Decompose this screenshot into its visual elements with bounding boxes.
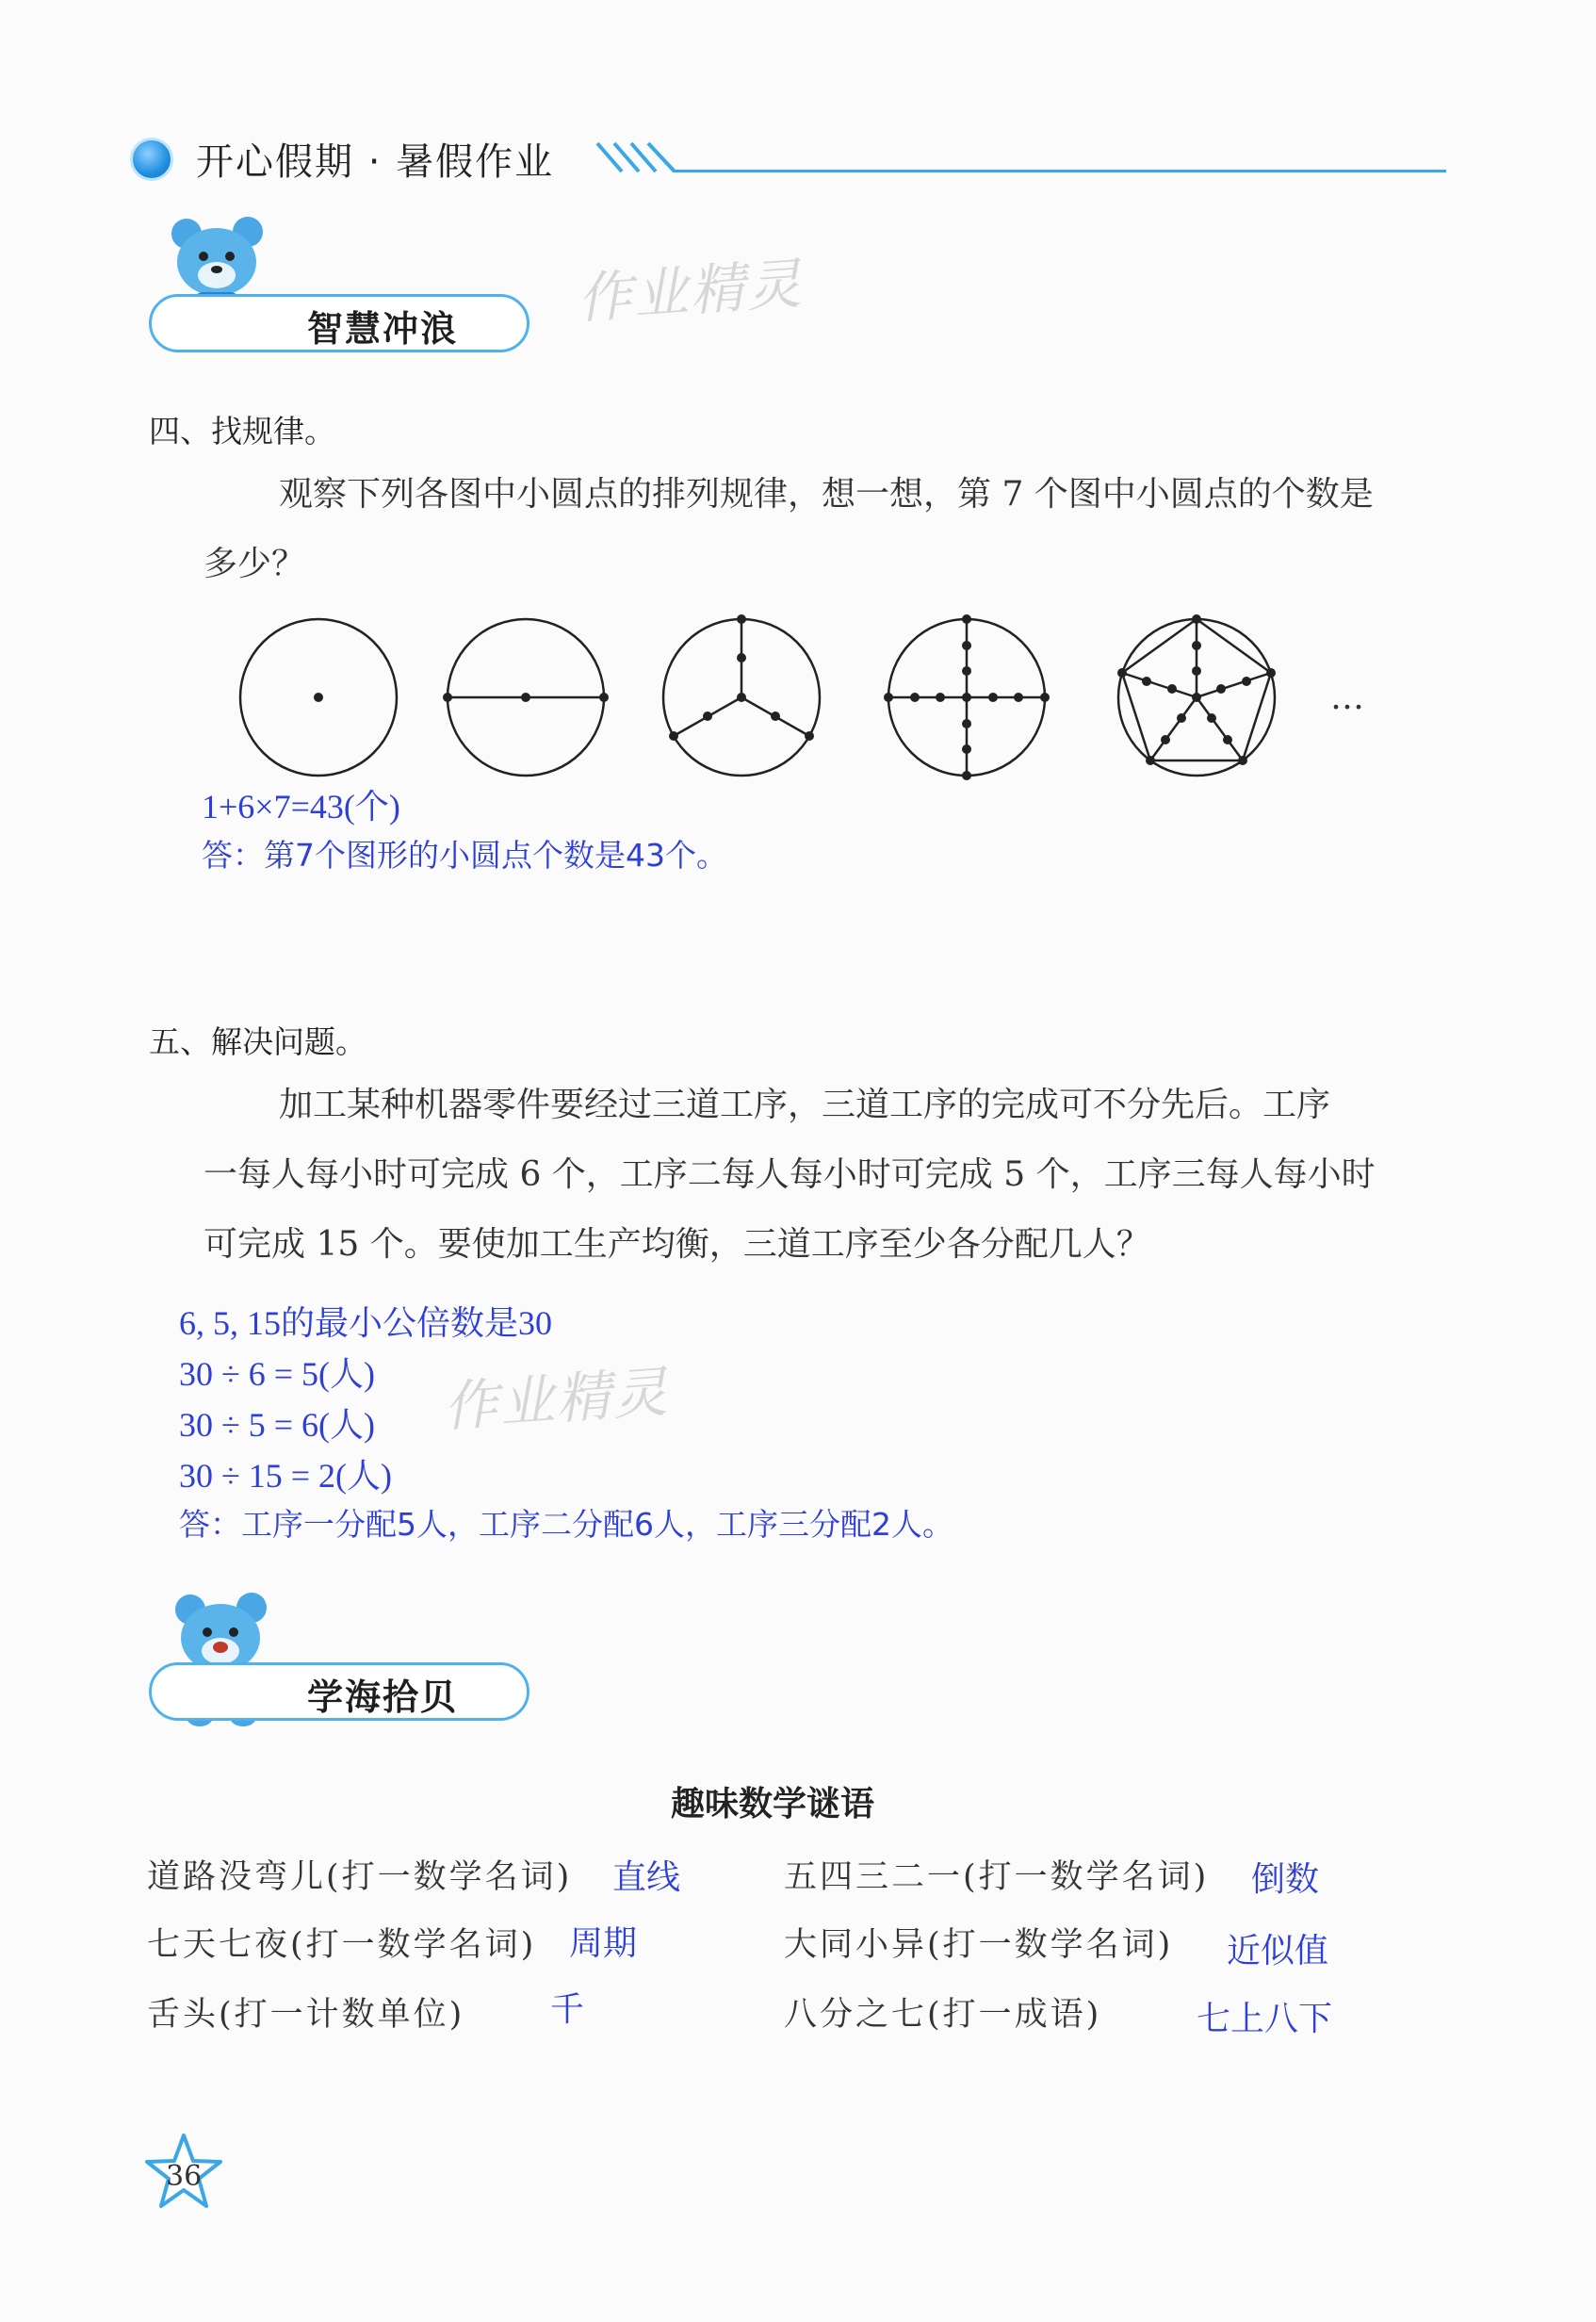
figure-4-dot bbox=[962, 719, 971, 728]
figure-5-dot bbox=[1146, 756, 1155, 765]
riddle-question: 大同小异(打一数学名词) bbox=[784, 1926, 1174, 1964]
figure-5-dot bbox=[1161, 735, 1170, 744]
figure-2-dot bbox=[521, 693, 530, 702]
figure-3-dot bbox=[737, 614, 746, 624]
figure-4-dot bbox=[1040, 693, 1050, 702]
figure-5-dot bbox=[1192, 641, 1201, 650]
figure-4-dot bbox=[910, 693, 920, 702]
figure-5-dot bbox=[1216, 684, 1226, 694]
figure-4-dot bbox=[962, 614, 971, 624]
section-banner-zhihui-label: 智慧冲浪 bbox=[307, 308, 459, 350]
header-title: 开心假期 · 暑假作业 bbox=[196, 140, 555, 184]
problem5-answer-line: 6, 5, 15的最小公倍数是30 bbox=[179, 1304, 553, 1342]
problem4-answer-line2: 答：第7个图形的小圆点个数是43个。 bbox=[202, 837, 727, 874]
figure-5-dot bbox=[1192, 666, 1201, 676]
header-bullet-icon bbox=[130, 138, 173, 181]
riddle-question: 七天七夜(打一数学名词) bbox=[147, 1926, 537, 1964]
riddle-answer: 倒数 bbox=[1251, 1860, 1320, 1899]
figure-4-dot bbox=[962, 693, 971, 702]
figure-4-dot bbox=[988, 693, 998, 702]
riddles-heading: 趣味数学谜语 bbox=[671, 1785, 875, 1823]
figure-5-dot bbox=[1242, 677, 1251, 686]
figure-4-dot bbox=[962, 641, 971, 650]
riddle-question: 舌头(打一计数单位) bbox=[147, 1996, 465, 2034]
figure-4-dot bbox=[1014, 693, 1023, 702]
figure-2-dot bbox=[599, 693, 609, 702]
figure-3-dot bbox=[737, 693, 746, 702]
problem4-text-line1: 观察下列各图中小圆点的排列规律，想一想，第 7 个图中小圆点的个数是 bbox=[279, 475, 1374, 514]
section-banner-xuehai-label: 学海拾贝 bbox=[307, 1676, 459, 1718]
problem5-text-line3: 可完成 15 个。要使加工生产均衡，三道工序至少各分配几人？ bbox=[204, 1225, 1150, 1264]
riddle-answer: 周期 bbox=[569, 1924, 638, 1963]
figure-4-dot bbox=[962, 771, 971, 780]
watermark: 作业精灵 bbox=[441, 1359, 672, 1440]
figure-3-dot bbox=[771, 711, 780, 721]
riddle-answer: 近似值 bbox=[1227, 1932, 1329, 1970]
problem5-answer-line: 30 ÷ 15 = 2(人) bbox=[179, 1457, 393, 1495]
problem4-title: 四、找规律。 bbox=[149, 413, 335, 450]
riddle-answer: 千 bbox=[550, 1990, 585, 2029]
figure-5-dot bbox=[1192, 614, 1201, 624]
problem4-text-line2: 多少？ bbox=[204, 545, 306, 583]
figure-5-dot bbox=[1238, 756, 1247, 765]
figure-4-dot bbox=[936, 693, 945, 702]
figures-ellipsis: … bbox=[1330, 679, 1364, 717]
problem5-text-line1: 加工某种机器零件要经过三道工序，三道工序的完成可不分先后。工序 bbox=[279, 1086, 1331, 1124]
figure-4-dot bbox=[962, 744, 971, 754]
figure-3-dot bbox=[805, 731, 814, 741]
problem5-title: 五、解决问题。 bbox=[149, 1023, 366, 1060]
riddle-question: 道路没弯儿(打一数学名词) bbox=[147, 1858, 573, 1896]
figure-5-dot bbox=[1142, 677, 1151, 686]
figure-5-dot bbox=[1192, 693, 1201, 702]
watermark: 作业精灵 bbox=[575, 251, 806, 332]
header-rule bbox=[674, 170, 1446, 172]
riddle-question: 八分之七(打一成语) bbox=[784, 1996, 1102, 2034]
problem4-answer-line1: 1+6×7=43(个) bbox=[202, 788, 400, 826]
figure-5-dot bbox=[1177, 713, 1186, 723]
figure-5-dot bbox=[1167, 684, 1177, 694]
header-slash-icon bbox=[594, 139, 678, 177]
problem5-answer-line: 30 ÷ 6 = 5(人) bbox=[179, 1355, 376, 1393]
figure-5-dot bbox=[1207, 713, 1216, 723]
riddle-answer: 七上八下 bbox=[1197, 2000, 1333, 2038]
figure-3-dot bbox=[669, 731, 678, 741]
figure-3-dot bbox=[737, 653, 746, 662]
figure-2-dot bbox=[443, 693, 452, 702]
page-number: 36 bbox=[166, 2160, 203, 2193]
problem5-answer-line: 30 ÷ 5 = 6(人) bbox=[179, 1406, 376, 1444]
riddle-question: 五四三二一(打一数学名词) bbox=[784, 1858, 1210, 1896]
figure-1-dot bbox=[314, 693, 323, 702]
dot-pattern-figures bbox=[226, 603, 1394, 792]
figure-5-dot bbox=[1223, 735, 1232, 744]
figure-4-dot bbox=[884, 693, 893, 702]
figure-3-dot bbox=[703, 711, 712, 721]
figure-5-dot bbox=[1266, 668, 1276, 678]
riddle-answer: 直线 bbox=[612, 1858, 681, 1897]
problem5-text-line2: 一每人每小时可完成 6 个，工序二每人每小时可完成 5 个，工序三每人每小时 bbox=[204, 1155, 1376, 1194]
problem5-answer-line: 答：工序一分配5人，工序二分配6人，工序三分配2人。 bbox=[179, 1506, 953, 1543]
figure-5-dot bbox=[1117, 668, 1127, 678]
figure-4-dot bbox=[962, 666, 971, 676]
